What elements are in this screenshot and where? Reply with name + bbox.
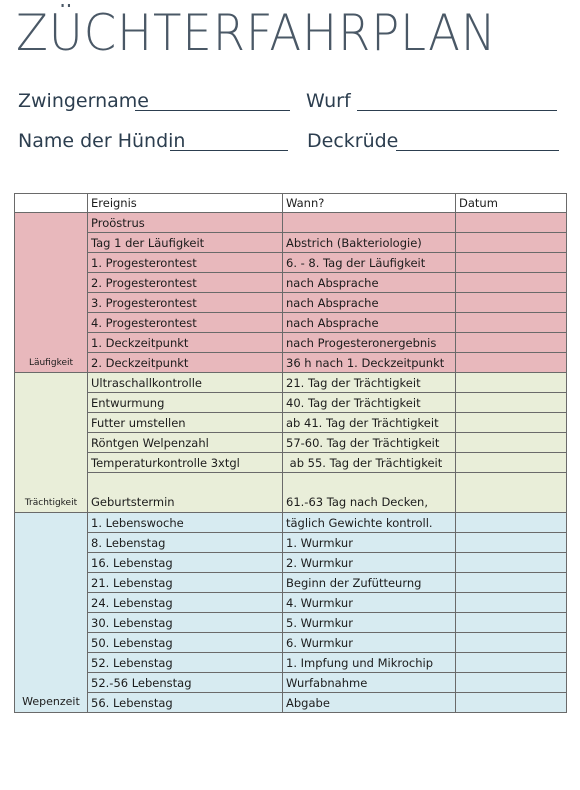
when-cell: 1. Impfung und Mikrochip: [283, 653, 456, 673]
table-row: [15, 333, 567, 353]
event-cell: Tag 1 der Läufigkeit: [88, 233, 283, 253]
table-row: [15, 273, 567, 293]
event-cell: Ultraschallkontrolle: [88, 373, 283, 393]
date-cell[interactable]: [456, 213, 567, 233]
table-row: [15, 533, 567, 553]
event-cell: 52.-56 Lebenstag: [88, 673, 283, 693]
table-row: [15, 253, 567, 273]
date-cell[interactable]: [456, 393, 567, 413]
event-cell: Entwurmung: [88, 393, 283, 413]
table-row: [15, 293, 567, 313]
date-cell[interactable]: [456, 693, 567, 713]
event-cell: Futter umstellen: [88, 413, 283, 433]
event-cell: 1. Progesterontest: [88, 253, 283, 273]
table-row: [15, 633, 567, 653]
event-cell: 52. Lebenstag: [88, 653, 283, 673]
phase-label-welpenzeit: Wepenzeit: [15, 513, 88, 713]
wurf-label: Wurf: [306, 90, 351, 112]
zwingername-field[interactable]: [135, 110, 290, 111]
date-cell[interactable]: [456, 573, 567, 593]
table-row: [15, 413, 567, 433]
table-row: [15, 453, 567, 473]
event-cell: 2. Progesterontest: [88, 273, 283, 293]
date-cell[interactable]: [456, 373, 567, 393]
date-cell[interactable]: [456, 413, 567, 433]
event-cell: 21. Lebenstag: [88, 573, 283, 593]
when-cell: nach Absprache: [283, 313, 456, 333]
table-row: [15, 313, 567, 333]
date-cell[interactable]: [456, 553, 567, 573]
event-cell: 30. Lebenstag: [88, 613, 283, 633]
huendin-field[interactable]: [170, 150, 288, 151]
when-cell: 61.-63 Tag nach Decken,: [283, 473, 456, 513]
header-ereignis: Ereignis: [88, 194, 283, 213]
date-cell[interactable]: [456, 293, 567, 313]
date-cell[interactable]: [456, 633, 567, 653]
date-cell[interactable]: [456, 313, 567, 333]
when-cell: 6. Wurmkur: [283, 633, 456, 653]
date-cell[interactable]: [456, 593, 567, 613]
table-row: [15, 653, 567, 673]
deckruede-label: Deckrüde: [307, 130, 399, 152]
when-cell: 21. Tag der Trächtigkeit: [283, 373, 456, 393]
table-row: [15, 693, 567, 713]
when-cell: 4. Wurmkur: [283, 593, 456, 613]
table-row: [15, 593, 567, 613]
header-wann: Wann?: [283, 194, 456, 213]
date-cell[interactable]: [456, 433, 567, 453]
date-cell[interactable]: [456, 333, 567, 353]
wurf-field[interactable]: [357, 110, 557, 111]
huendin-label: Name der Hündin: [18, 130, 186, 152]
table-row: [15, 373, 567, 393]
when-cell: nach Absprache: [283, 293, 456, 313]
event-cell: 4. Progesterontest: [88, 313, 283, 333]
event-cell: 2. Deckzeitpunkt: [88, 353, 283, 373]
table-row: [15, 393, 567, 413]
event-cell: 56. Lebenstag: [88, 693, 283, 713]
table-header-row: [15, 194, 567, 213]
event-cell: 1. Lebenswoche: [88, 513, 283, 533]
zwingername-label: Zwingername: [18, 90, 149, 112]
when-cell: 36 h nach 1. Deckzeitpunkt: [283, 353, 456, 373]
event-cell: 3. Progesterontest: [88, 293, 283, 313]
date-cell[interactable]: [456, 533, 567, 553]
event-cell: 50. Lebenstag: [88, 633, 283, 653]
table-row: [15, 473, 567, 513]
date-cell[interactable]: [456, 473, 567, 513]
phase-label-traechtigkeit: Trächtigkeit: [15, 373, 88, 513]
date-cell[interactable]: [456, 253, 567, 273]
header-phase: [15, 194, 88, 213]
date-cell[interactable]: [456, 273, 567, 293]
when-cell: 5. Wurmkur: [283, 613, 456, 633]
deckruede-field[interactable]: [396, 150, 559, 151]
when-cell: 6. - 8. Tag der Läufigkeit: [283, 253, 456, 273]
date-cell[interactable]: [456, 453, 567, 473]
when-cell: ab 41. Tag der Trächtigkeit: [283, 413, 456, 433]
when-cell: [283, 213, 456, 233]
event-cell: Temperaturkontrolle 3xtgl: [88, 453, 283, 473]
date-cell[interactable]: [456, 353, 567, 373]
table-row: [15, 213, 567, 233]
when-cell: Abgabe: [283, 693, 456, 713]
when-cell: 40. Tag der Trächtigkeit: [283, 393, 456, 413]
event-cell: Proöstrus: [88, 213, 283, 233]
when-cell: 57-60. Tag der Trächtigkeit: [283, 433, 456, 453]
table-row: [15, 553, 567, 573]
date-cell[interactable]: [456, 613, 567, 633]
event-cell: Röntgen Welpenzahl: [88, 433, 283, 453]
when-cell: Abstrich (Bakteriologie): [283, 233, 456, 253]
table-row: [15, 573, 567, 593]
phase-label-laeufigkeit: Läufigkeit: [15, 213, 88, 373]
when-cell: 1. Wurmkur: [283, 533, 456, 553]
page-title: ZÜCHTERFAHRPLAN: [16, 4, 497, 62]
when-cell: täglich Gewichte kontroll.: [283, 513, 456, 533]
date-cell[interactable]: [456, 513, 567, 533]
date-cell[interactable]: [456, 673, 567, 693]
table-row: [15, 673, 567, 693]
table-row: [15, 433, 567, 453]
event-cell: 1. Deckzeitpunkt: [88, 333, 283, 353]
table-row: [15, 513, 567, 533]
event-cell: Geburtstermin: [88, 473, 283, 513]
when-cell: 2. Wurmkur: [283, 553, 456, 573]
when-cell: Beginn der Zufütteurng: [283, 573, 456, 593]
date-cell[interactable]: [456, 653, 567, 673]
table-row: [15, 613, 567, 633]
event-cell: 16. Lebenstag: [88, 553, 283, 573]
table-row: [15, 233, 567, 253]
when-cell: nach Absprache: [283, 273, 456, 293]
table-row: [15, 353, 567, 373]
when-cell: nach Progesteronergebnis: [283, 333, 456, 353]
header-datum: Datum: [456, 194, 567, 213]
breeding-plan-table: [14, 193, 567, 713]
event-cell: 8. Lebenstag: [88, 533, 283, 553]
when-cell: Wurfabnahme: [283, 673, 456, 693]
event-cell: 24. Lebenstag: [88, 593, 283, 613]
when-cell: ab 55. Tag der Trächtigkeit: [283, 453, 456, 473]
date-cell[interactable]: [456, 233, 567, 253]
